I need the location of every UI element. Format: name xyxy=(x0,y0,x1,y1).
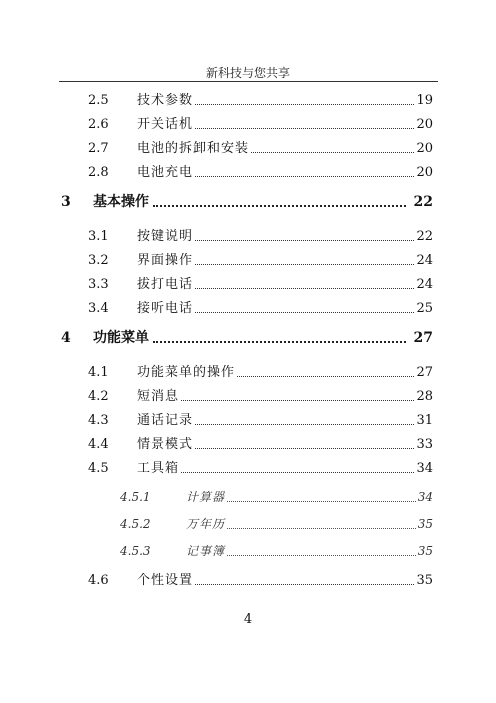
toc-entry-number: 4.5.2 xyxy=(120,517,151,531)
toc-entry-page: 20 xyxy=(416,165,433,180)
toc-entry-page: 20 xyxy=(416,117,433,132)
toc-entry-title: 开关话机 xyxy=(137,117,194,132)
toc-entry-page: 24 xyxy=(416,253,433,268)
dot-leader xyxy=(195,584,414,585)
dot-leader xyxy=(181,472,414,473)
dot-leader xyxy=(227,528,416,529)
toc-entry-number: 4.2 xyxy=(88,389,109,404)
toc-entry[interactable] xyxy=(88,160,433,180)
toc-entry-page: 35 xyxy=(417,517,433,531)
toc-entry-title: 电池充电 xyxy=(137,165,194,180)
toc-entry-number: 4.5.3 xyxy=(120,544,151,558)
toc-entry-page: 22 xyxy=(413,194,433,210)
toc-entry-page: 19 xyxy=(416,93,433,108)
toc-entry-title: 短消息 xyxy=(137,389,180,404)
dot-leader xyxy=(153,205,406,207)
dot-leader xyxy=(195,264,414,265)
dot-leader xyxy=(195,424,414,425)
toc-entry-number: 4.3 xyxy=(88,413,109,428)
toc-entry-title: 记事簿 xyxy=(186,544,226,558)
running-header: 新科技与您共享 xyxy=(205,66,290,80)
toc-entry-number: 2.7 xyxy=(88,141,109,156)
toc-entry-number: 2.6 xyxy=(88,117,109,132)
toc-entry-number: 2.5 xyxy=(88,93,109,108)
toc-entry-page: 35 xyxy=(416,573,433,588)
dot-leader xyxy=(237,376,414,377)
toc-entry-page: 31 xyxy=(416,413,433,428)
toc-entry-page: 34 xyxy=(417,490,433,504)
toc-chapter-entry[interactable] xyxy=(61,190,433,210)
dot-leader xyxy=(195,104,414,105)
dot-leader xyxy=(227,501,416,502)
dot-leader xyxy=(227,555,416,556)
toc-entry[interactable] xyxy=(88,248,433,268)
toc-entry-page: 27 xyxy=(416,365,433,380)
toc-entry-number: 2.8 xyxy=(88,165,109,180)
toc-entry-number: 3.3 xyxy=(88,277,109,292)
toc-entry[interactable] xyxy=(88,360,433,380)
toc-entry-title: 界面操作 xyxy=(137,253,194,268)
toc-entry[interactable] xyxy=(88,568,433,588)
dot-leader xyxy=(195,312,414,313)
toc-entry[interactable] xyxy=(88,272,433,292)
dot-leader xyxy=(195,176,414,177)
toc-entry-number: 4.1 xyxy=(88,365,109,380)
toc-entry-number: 3.4 xyxy=(88,301,109,316)
toc-entry[interactable] xyxy=(88,384,433,404)
toc-entry-number: 3.2 xyxy=(88,253,109,268)
dot-leader xyxy=(195,240,414,241)
toc-chapter-entry[interactable] xyxy=(61,326,433,346)
toc-entry[interactable] xyxy=(88,88,433,108)
toc-entry-title: 工具箱 xyxy=(137,461,180,476)
toc-entry-page: 20 xyxy=(416,141,433,156)
toc-entry-title: 基本操作 xyxy=(93,194,149,210)
dot-leader xyxy=(251,152,414,153)
toc-entry[interactable] xyxy=(88,112,433,132)
toc-entry-page: 27 xyxy=(413,330,433,346)
toc-entry-title: 功能菜单 xyxy=(93,330,149,346)
toc-entry-title: 电池的拆卸和安装 xyxy=(137,141,250,156)
toc-entry-page: 22 xyxy=(416,229,433,244)
dot-leader xyxy=(181,400,414,401)
dot-leader xyxy=(153,341,406,343)
toc-entry[interactable] xyxy=(88,408,433,428)
toc-entry[interactable] xyxy=(88,296,433,316)
toc-entry-number: 4 xyxy=(61,330,71,346)
toc-subsection-entry[interactable] xyxy=(120,512,433,532)
toc-entry-title: 计算器 xyxy=(186,490,226,504)
toc-subsection-entry[interactable] xyxy=(120,485,433,505)
toc-entry-page: 34 xyxy=(416,461,433,476)
toc-entry-page: 24 xyxy=(416,277,433,292)
toc-entry-number: 3 xyxy=(61,194,71,210)
toc-entry[interactable] xyxy=(88,224,433,244)
toc-entry-title: 万年历 xyxy=(186,517,226,531)
toc-entry-page: 28 xyxy=(416,389,433,404)
toc-entry-number: 4.5.1 xyxy=(120,490,151,504)
dot-leader xyxy=(195,448,414,449)
dot-leader xyxy=(195,128,414,129)
toc-entry-title: 功能菜单的操作 xyxy=(137,365,236,380)
toc-entry-page: 25 xyxy=(416,301,433,316)
toc-entry[interactable] xyxy=(88,136,433,156)
toc-entry-title: 情景模式 xyxy=(137,437,194,452)
page-number: 4 xyxy=(243,612,253,627)
toc-entry-number: 4.6 xyxy=(88,573,109,588)
toc-entry[interactable] xyxy=(88,432,433,452)
toc-entry-number: 3.1 xyxy=(88,229,109,244)
toc-subsection-entry[interactable] xyxy=(120,539,433,559)
toc-entry-page: 33 xyxy=(416,437,433,452)
toc-entry[interactable] xyxy=(88,456,433,476)
toc-entry-title: 个性设置 xyxy=(137,573,194,588)
toc-entry-number: 4.5 xyxy=(88,461,109,476)
toc-entry-title: 接听电话 xyxy=(137,301,194,316)
dot-leader xyxy=(195,288,414,289)
toc-entry-title: 按键说明 xyxy=(137,229,194,244)
toc-entry-page: 35 xyxy=(417,544,433,558)
toc-entry-number: 4.4 xyxy=(88,437,109,452)
toc-entry-title: 通话记录 xyxy=(137,413,194,428)
toc-entry-title: 拔打电话 xyxy=(137,277,194,292)
toc-entry-title: 技术参数 xyxy=(137,93,194,108)
